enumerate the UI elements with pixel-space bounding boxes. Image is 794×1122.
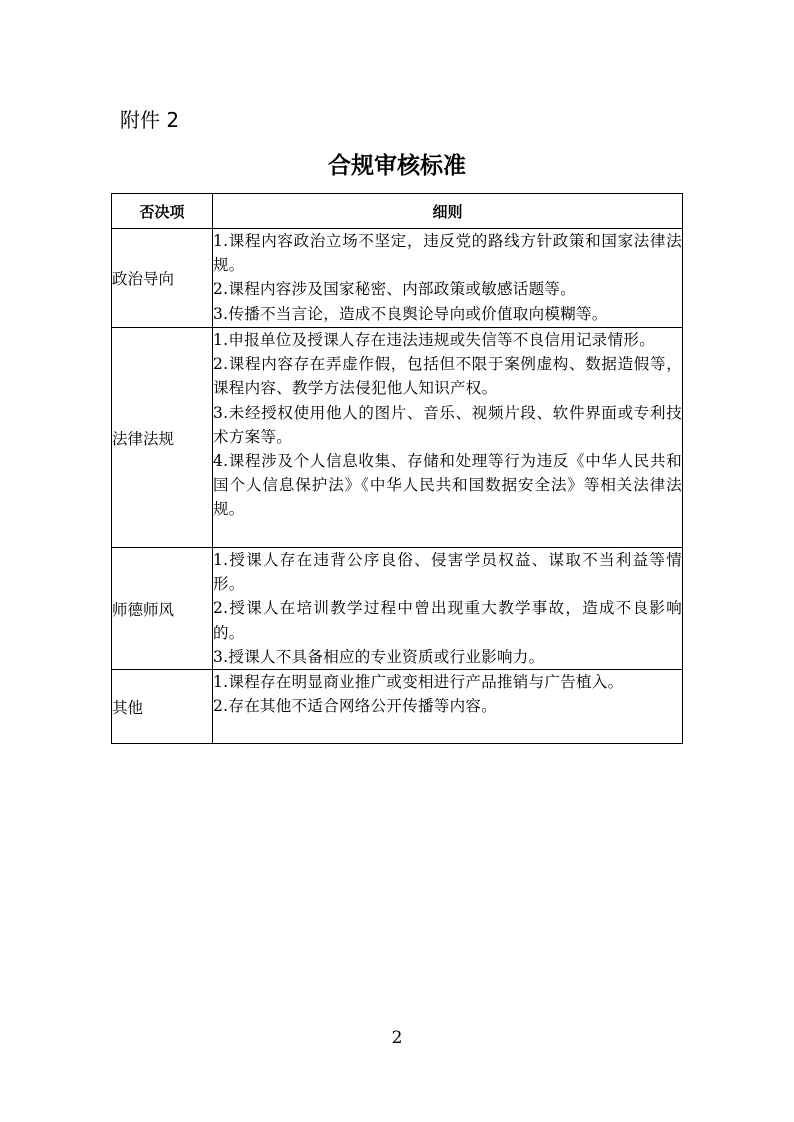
table-row [112,670,683,744]
criteria-table [111,193,683,744]
detail-item: 2.存在其他不适合网络公开传播等内容。 [213,697,497,716]
table-row [112,229,683,328]
detail-item: 1.课程内容政治立场不坚定，违反党的路线方针政策和国家法律法规。 [213,232,682,275]
details-cell [213,548,683,670]
details-cell [213,229,683,328]
detail-item: 1.授课人存在违背公序良俗、侵害学员权益、谋取不当利益等情形。 [213,551,682,594]
details-cell [213,670,683,744]
table-header-row [112,194,683,229]
detail-item: 2.授课人在培训教学过程中曾出现重大教学事故，造成不良影响的。 [213,599,682,642]
table-row [112,328,683,548]
category-cell: 师德师风 [112,548,213,670]
attachment-label: 附件 2 [120,108,180,132]
column-header-details: 细则 [213,194,683,229]
detail-item: 4.课程涉及个人信息收集、存储和处理等行为违反《中华人民共和国个人信息保护法》《中华人民共和国数据安全法》等相关法律法规。 [213,452,682,519]
table-row [112,548,683,670]
category-cell: 政治导向 [112,229,213,328]
details-cell [213,328,683,548]
detail-item: 1.申报单位及授课人存在违法违规或失信等不良信用记录情形。 [213,331,655,349]
detail-item: 3.传播不当言论，造成不良舆论导向或价值取向模糊等。 [213,304,608,323]
document-title: 合规审核标准 [328,153,466,179]
column-header-veto-item: 否决项 [112,194,213,229]
detail-item: 2.课程内容存在弄虚作假，包括但不限于案例虚构、数据造假等，课程内容、教学方法侵犯他人知识产权。 [213,355,682,398]
detail-item: 3.授课人不具备相应的专业资质或行业影响力。 [213,647,545,666]
page-number: 2 [391,1028,403,1048]
category-cell: 法律法规 [112,328,213,548]
category-cell: 其他 [112,670,213,744]
detail-item: 3.未经授权使用他人的图片、音乐、视频片段、软件界面或专利技术方案等。 [213,403,682,446]
detail-item: 2.课程内容涉及国家秘密、内部政策或敏感话题等。 [213,280,576,299]
detail-item: 1.课程存在明显商业推广或变相进行产品推销与广告植入。 [213,673,624,692]
